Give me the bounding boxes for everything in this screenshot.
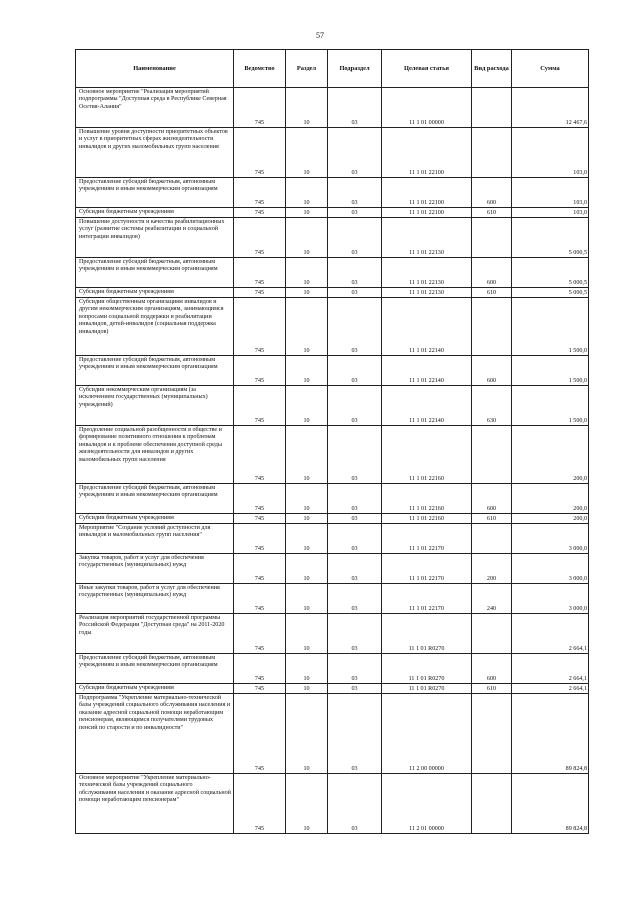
table-body	[76, 88, 589, 834]
cell-section: 10	[286, 426, 328, 484]
cell-section: 10	[286, 218, 328, 258]
cell-ministry: 745	[234, 694, 286, 774]
cell-subsection: 03	[328, 208, 382, 218]
cell-target: 11 1 01 22170	[382, 554, 472, 584]
cell-target: 11 1 01 22100	[382, 128, 472, 178]
cell-name: Иные закупки товаров, работ и услуг для обеспечения государственных (муниципальных) нужд	[76, 584, 234, 614]
cell-target: 11 2 01 00000	[382, 774, 472, 834]
table-row	[76, 584, 589, 614]
cell-expense-type: 240	[472, 584, 512, 614]
cell-target: 11 1 01 22140	[382, 356, 472, 386]
cell-name: Преодоление социальной разобщенности в обществе и формирование позитивного отношения к проблемам инвалидов и к проблеме обеспечения доступной среды жизнедеятельности для инвалидов и других маломобильных групп населения	[76, 426, 234, 484]
cell-section: 10	[286, 654, 328, 684]
cell-amount: 3 000,0	[512, 554, 589, 584]
cell-expense-type	[472, 88, 512, 128]
cell-expense-type: 600	[472, 258, 512, 288]
cell-name: Субсидии бюджетным учреждениям	[76, 288, 234, 298]
cell-name: Субсидии бюджетным учреждениям	[76, 684, 234, 694]
table-row	[76, 426, 589, 484]
cell-section: 10	[286, 298, 328, 356]
cell-subsection: 03	[328, 524, 382, 554]
cell-expense-type: 610	[472, 208, 512, 218]
cell-expense-type: 610	[472, 288, 512, 298]
cell-target: 11 1 01 22140	[382, 386, 472, 426]
table-row	[76, 178, 589, 208]
cell-section: 10	[286, 386, 328, 426]
table-row	[76, 614, 589, 654]
cell-amount: 5 000,5	[512, 288, 589, 298]
cell-subsection: 03	[328, 684, 382, 694]
cell-target: 11 1 01 R0270	[382, 654, 472, 684]
budget-table	[75, 49, 589, 834]
cell-ministry: 745	[234, 514, 286, 524]
cell-section: 10	[286, 258, 328, 288]
cell-target: 11 1 01 22160	[382, 514, 472, 524]
cell-subsection: 03	[328, 654, 382, 684]
header-amount: Сумма	[512, 50, 589, 88]
cell-subsection: 03	[328, 178, 382, 208]
header-ministry: Ведомство	[234, 50, 286, 88]
cell-name: Предоставление субсидий бюджетным, автономным учреждениям и иным некоммерческим организациям	[76, 484, 234, 514]
cell-name: Основное мероприятие "Реализация мероприятий подпрограммы "Доступная среда в Республике Северная Осетия-Алания"	[76, 88, 234, 128]
cell-target: 11 1 01 22130	[382, 258, 472, 288]
cell-expense-type: 600	[472, 356, 512, 386]
cell-section: 10	[286, 288, 328, 298]
cell-name: Субсидии бюджетным учреждениям	[76, 208, 234, 218]
cell-name: Реализация мероприятий государственной программы Российской Федерации "Доступная среда" на 2011-2020 годы	[76, 614, 234, 654]
cell-name: Повышение доступности и качества реабилитационных услуг (развитие системы реабилитации и социальной интеграции инвалидов)	[76, 218, 234, 258]
cell-target: 11 1 01 R0270	[382, 614, 472, 654]
cell-subsection: 03	[328, 88, 382, 128]
cell-name: Основное мероприятие "Укрепление материально-технической базы учреждений социального обслуживания населения и оказание адресной социальной помощи неработающим пенсионерам"	[76, 774, 234, 834]
cell-amount: 1 500,0	[512, 356, 589, 386]
cell-section: 10	[286, 88, 328, 128]
cell-expense-type	[472, 694, 512, 774]
cell-ministry: 745	[234, 554, 286, 584]
cell-section: 10	[286, 514, 328, 524]
cell-expense-type	[472, 524, 512, 554]
cell-target: 11 1 01 22100	[382, 178, 472, 208]
table-row	[76, 288, 589, 298]
cell-subsection: 03	[328, 386, 382, 426]
cell-subsection: 03	[328, 356, 382, 386]
cell-name: Субсидии бюджетным учреждениям	[76, 514, 234, 524]
cell-subsection: 03	[328, 258, 382, 288]
cell-expense-type	[472, 614, 512, 654]
cell-section: 10	[286, 684, 328, 694]
cell-expense-type: 600	[472, 654, 512, 684]
header-target: Целевая статья	[382, 50, 472, 88]
cell-expense-type: 600	[472, 484, 512, 514]
cell-amount: 200,0	[512, 426, 589, 484]
cell-ministry: 745	[234, 426, 286, 484]
cell-ministry: 745	[234, 288, 286, 298]
cell-name: Предоставление субсидий бюджетным, автономным учреждениям и иным некоммерческим организациям	[76, 356, 234, 386]
cell-target: 11 1 01 22140	[382, 298, 472, 356]
cell-section: 10	[286, 694, 328, 774]
cell-target: 11 1 01 22170	[382, 524, 472, 554]
table-row	[76, 356, 589, 386]
cell-ministry: 745	[234, 178, 286, 208]
cell-section: 10	[286, 774, 328, 834]
cell-ministry: 745	[234, 614, 286, 654]
cell-subsection: 03	[328, 614, 382, 654]
table-row	[76, 554, 589, 584]
cell-amount: 200,0	[512, 514, 589, 524]
cell-amount: 3 000,0	[512, 584, 589, 614]
cell-amount: 5 000,5	[512, 218, 589, 258]
cell-section: 10	[286, 554, 328, 584]
cell-subsection: 03	[328, 584, 382, 614]
header-section: Раздел	[286, 50, 328, 88]
cell-target: 11 1 01 00000	[382, 88, 472, 128]
page-number: 57	[316, 31, 324, 40]
table-row	[76, 684, 589, 694]
cell-target: 11 1 01 R0270	[382, 684, 472, 694]
cell-name: Повышение уровня доступности приоритетных объектов и услуг в приоритетных сферах жизнедеятельности инвалидов и других маломобильных групп населения	[76, 128, 234, 178]
cell-ministry: 745	[234, 584, 286, 614]
cell-ministry: 745	[234, 654, 286, 684]
cell-expense-type	[472, 128, 512, 178]
cell-ministry: 745	[234, 386, 286, 426]
cell-ministry: 745	[234, 356, 286, 386]
cell-target: 11 1 01 22170	[382, 584, 472, 614]
cell-section: 10	[286, 484, 328, 514]
cell-name: Предоставление субсидий бюджетным, автономным учреждениям и иным некоммерческим организациям	[76, 178, 234, 208]
cell-target: 11 1 01 22130	[382, 288, 472, 298]
cell-amount: 200,0	[512, 484, 589, 514]
cell-expense-type: 200	[472, 554, 512, 584]
cell-subsection: 03	[328, 298, 382, 356]
cell-amount: 12 467,6	[512, 88, 589, 128]
table-row	[76, 298, 589, 356]
cell-subsection: 03	[328, 554, 382, 584]
cell-subsection: 03	[328, 484, 382, 514]
cell-expense-type: 630	[472, 386, 512, 426]
cell-target: 11 2 00 00000	[382, 694, 472, 774]
cell-section: 10	[286, 614, 328, 654]
cell-amount: 103,0	[512, 208, 589, 218]
cell-amount: 5 000,5	[512, 258, 589, 288]
cell-target: 11 1 01 22100	[382, 208, 472, 218]
table-row	[76, 386, 589, 426]
cell-amount: 103,0	[512, 128, 589, 178]
cell-expense-type: 610	[472, 514, 512, 524]
header-expense-type: Вид расхода	[472, 50, 512, 88]
table-row	[76, 524, 589, 554]
cell-expense-type: 600	[472, 178, 512, 208]
cell-section: 10	[286, 208, 328, 218]
cell-ministry: 745	[234, 88, 286, 128]
cell-name: Закупка товаров, работ и услуг для обеспечения государственных (муниципальных) нужд	[76, 554, 234, 584]
cell-amount: 1 500,0	[512, 298, 589, 356]
cell-expense-type	[472, 218, 512, 258]
table-row	[76, 128, 589, 178]
cell-amount: 103,0	[512, 178, 589, 208]
table-row	[76, 484, 589, 514]
table-header-row	[76, 50, 589, 88]
cell-amount: 2 664,1	[512, 684, 589, 694]
cell-section: 10	[286, 178, 328, 208]
cell-subsection: 03	[328, 218, 382, 258]
table-row	[76, 694, 589, 774]
table-row	[76, 514, 589, 524]
cell-subsection: 03	[328, 128, 382, 178]
cell-subsection: 03	[328, 774, 382, 834]
cell-name: Мероприятие "Создание условий доступности для инвалидов и маломобильных групп населения"	[76, 524, 234, 554]
table-row	[76, 654, 589, 684]
cell-amount: 89 824,8	[512, 694, 589, 774]
cell-name: Субсидии общественным организациям инвалидов и другим некоммерческим организациям, занимающимся вопросами социальной поддержки и реабилитации инвалидов, детей-инвалидов (социальная поддержка инвалидов)	[76, 298, 234, 356]
cell-expense-type	[472, 298, 512, 356]
table-row	[76, 258, 589, 288]
cell-section: 10	[286, 524, 328, 554]
cell-target: 11 1 01 22130	[382, 218, 472, 258]
cell-expense-type	[472, 774, 512, 834]
cell-subsection: 03	[328, 694, 382, 774]
cell-amount: 89 824,8	[512, 774, 589, 834]
cell-amount: 3 000,0	[512, 524, 589, 554]
cell-ministry: 745	[234, 298, 286, 356]
cell-expense-type: 610	[472, 684, 512, 694]
cell-name: Субсидии некоммерческим организациям (за исключением государственных (муниципальных) учреждений)	[76, 386, 234, 426]
cell-name: Подпрограмма "Укрепление материально-технической базы учреждений социального обслуживания населения и оказание адресной социальной помощи неработающим пенсионерам, являющимся получателями трудовых пенсий по старости и по инвалидности"	[76, 694, 234, 774]
table-row	[76, 218, 589, 258]
cell-ministry: 745	[234, 524, 286, 554]
cell-ministry: 745	[234, 258, 286, 288]
header-subsection: Подраздел	[328, 50, 382, 88]
header-name: Наименование	[76, 50, 234, 88]
cell-ministry: 745	[234, 774, 286, 834]
cell-target: 11 1 01 22160	[382, 426, 472, 484]
cell-ministry: 745	[234, 218, 286, 258]
cell-subsection: 03	[328, 288, 382, 298]
cell-ministry: 745	[234, 208, 286, 218]
cell-section: 10	[286, 128, 328, 178]
cell-target: 11 1 01 22160	[382, 484, 472, 514]
table-row	[76, 208, 589, 218]
cell-ministry: 745	[234, 684, 286, 694]
cell-name: Предоставление субсидий бюджетным, автономным учреждениям и иным некоммерческим организациям	[76, 654, 234, 684]
table-row	[76, 88, 589, 128]
cell-section: 10	[286, 584, 328, 614]
cell-name: Предоставление субсидий бюджетным, автономным учреждениям и иным некоммерческим организациям	[76, 258, 234, 288]
cell-ministry: 745	[234, 128, 286, 178]
cell-expense-type	[472, 426, 512, 484]
cell-subsection: 03	[328, 514, 382, 524]
cell-amount: 1 500,0	[512, 386, 589, 426]
cell-ministry: 745	[234, 484, 286, 514]
cell-amount: 2 664,1	[512, 654, 589, 684]
cell-section: 10	[286, 356, 328, 386]
cell-amount: 2 664,1	[512, 614, 589, 654]
cell-subsection: 03	[328, 426, 382, 484]
table-row	[76, 774, 589, 834]
